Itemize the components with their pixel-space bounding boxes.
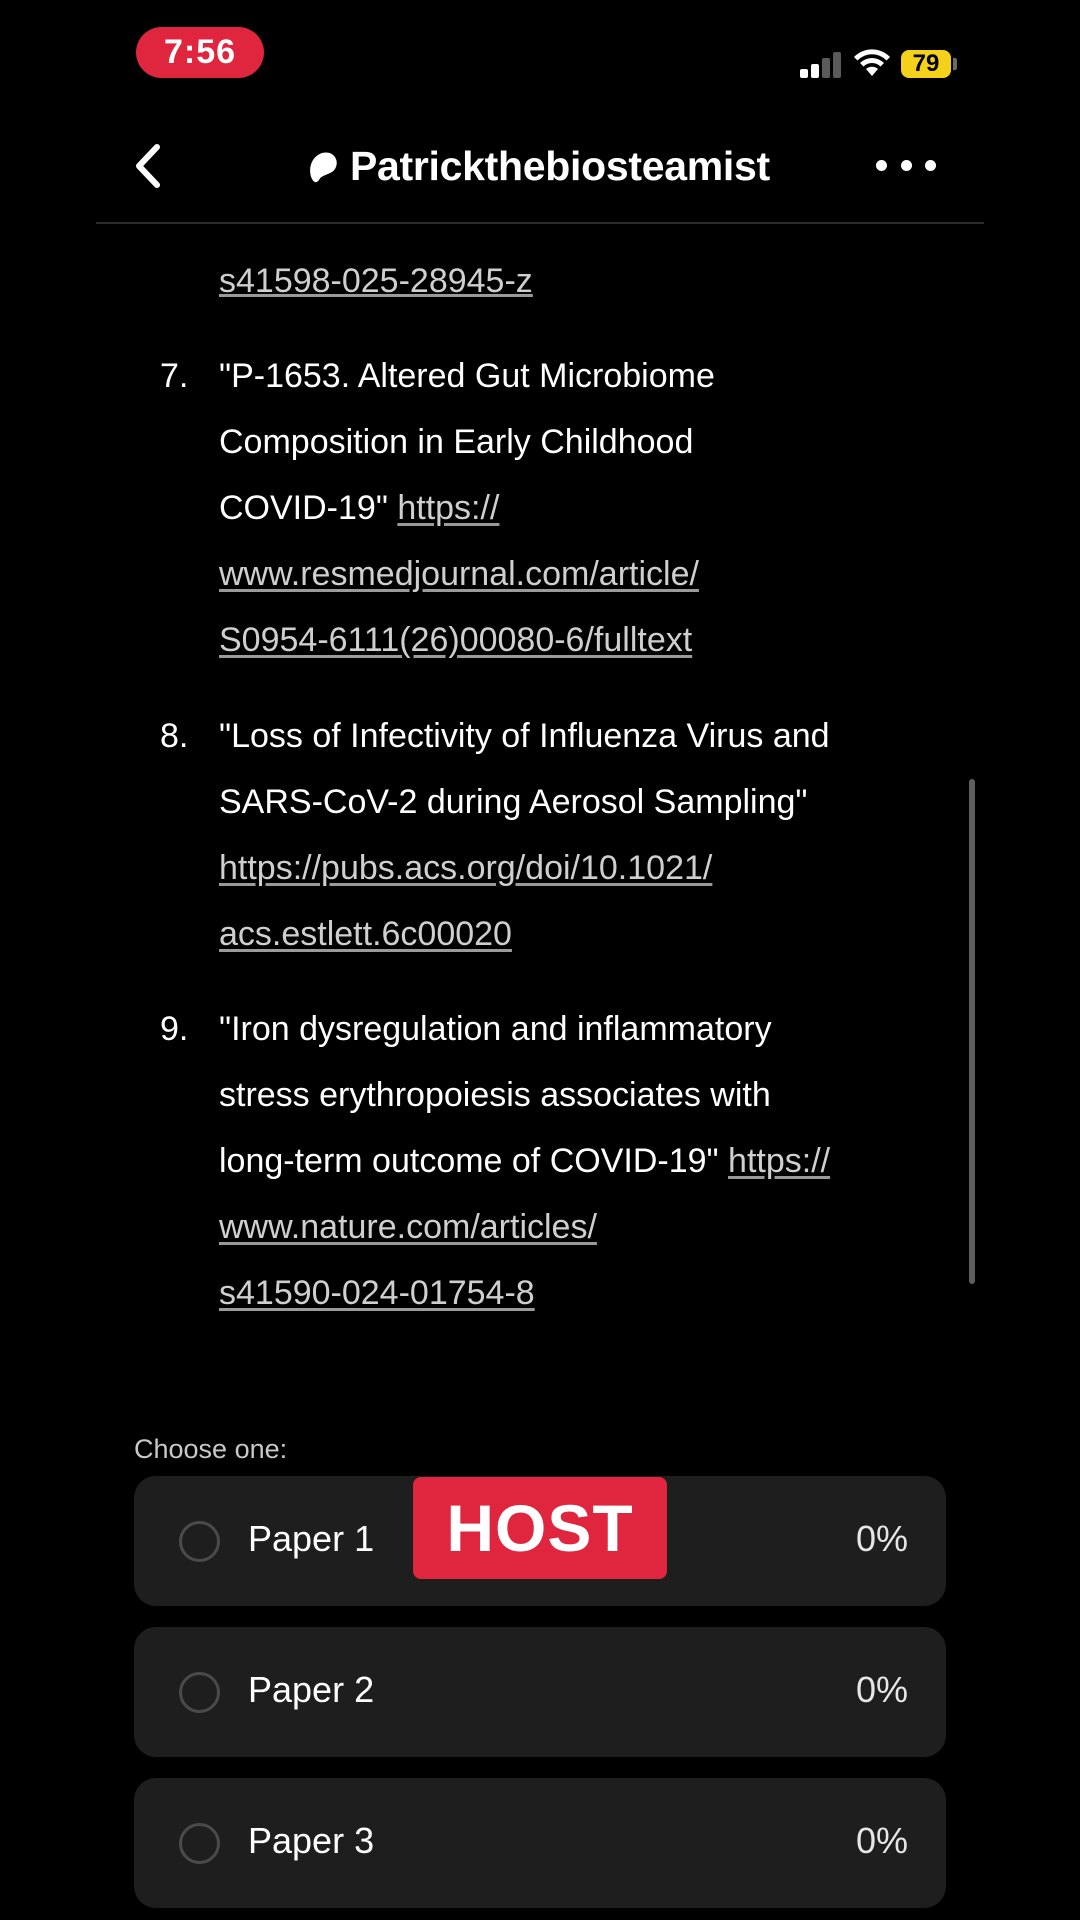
battery-icon: 79 (901, 50, 951, 78)
post-header (96, 110, 984, 224)
reference-link[interactable]: www.resmedjournal.com/article/ (219, 555, 699, 593)
poll-option-percent: 0% (855, 1820, 908, 1861)
reference-link[interactable]: S0954-6111(26)00080-6/fulltext (219, 621, 693, 659)
reference-line (219, 541, 939, 607)
reference-line: SARS-CoV-2 during Aerosol Sampling" (219, 783, 808, 821)
reference-line: "Iron dysregulation and inflammatory (219, 1010, 772, 1048)
reference-link[interactable]: https:// (728, 1142, 831, 1180)
reference-line (219, 607, 939, 673)
poll-option-label: Paper 3 (248, 1820, 375, 1861)
reference-link[interactable]: www.nature.com/articles/ (219, 1208, 597, 1246)
reference-number: 7. (160, 357, 189, 395)
link-text: s41598-025-28945-z (219, 262, 533, 300)
radio-button[interactable] (179, 1521, 220, 1562)
status-time: 7:56 (136, 27, 264, 78)
poll-option[interactable] (134, 1627, 946, 1757)
reference-line: "P-1653. Altered Gut Microbiome (219, 357, 715, 395)
reference-number: 9. (160, 1010, 189, 1048)
reference-link[interactable]: https://pubs.acs.org/doi/10.1021/ (219, 849, 713, 887)
reference-line (219, 1194, 939, 1260)
reference-line (219, 901, 939, 967)
reference-text (219, 703, 939, 967)
poll-option-percent: 0% (855, 1518, 908, 1559)
reference-line (219, 1260, 939, 1326)
scrollbar[interactable] (969, 779, 975, 1284)
reference-line (219, 1128, 939, 1194)
reference-number: 8. (160, 717, 189, 755)
radio-button[interactable] (179, 1823, 220, 1864)
more-dots-icon (901, 160, 912, 171)
reference-link[interactable]: https:// (397, 489, 500, 527)
reference-text (219, 343, 939, 673)
reference-line: Composition in Early Childhood (219, 423, 694, 461)
reference-line (219, 475, 939, 541)
more-options-button[interactable] (876, 150, 936, 180)
poll-option-label: Paper 1 (248, 1518, 375, 1559)
poll-option[interactable] (134, 1778, 946, 1908)
status-bar (0, 0, 1080, 110)
reference-line-text: long-term outcome of COVID-19" (219, 1142, 729, 1180)
reference-link[interactable]: s41590-024-01754-8 (219, 1274, 535, 1312)
reference-line (219, 835, 939, 901)
wifi-icon (852, 46, 892, 80)
post-body (0, 224, 1080, 1920)
more-dots-icon (925, 160, 936, 171)
reference-link[interactable] (219, 248, 533, 314)
chevron-left-icon (133, 143, 163, 189)
reference-line: "Loss of Infectivity of Influenza Virus and (219, 717, 830, 755)
page-title: Patrickthebiosteamist (350, 142, 770, 189)
reference-text (219, 996, 939, 1326)
back-button[interactable] (126, 140, 170, 192)
radio-button[interactable] (179, 1672, 220, 1713)
reference-line: stress erythropoiesis associates with (219, 1076, 771, 1114)
poll-prompt: Choose one: (134, 1434, 288, 1464)
poll-option-label: Paper 2 (248, 1669, 375, 1710)
more-dots-icon (876, 160, 887, 171)
cellular-signal-icon (800, 50, 844, 78)
reference-link[interactable]: acs.estlett.6c00020 (219, 915, 512, 953)
patreon-logo-icon (306, 149, 340, 183)
battery-tip (953, 58, 957, 70)
poll-option-percent: 0% (855, 1669, 908, 1710)
creator-title[interactable] (306, 138, 770, 194)
reference-line-text: COVID-19" (219, 489, 398, 527)
host-badge: HOST (413, 1477, 667, 1579)
